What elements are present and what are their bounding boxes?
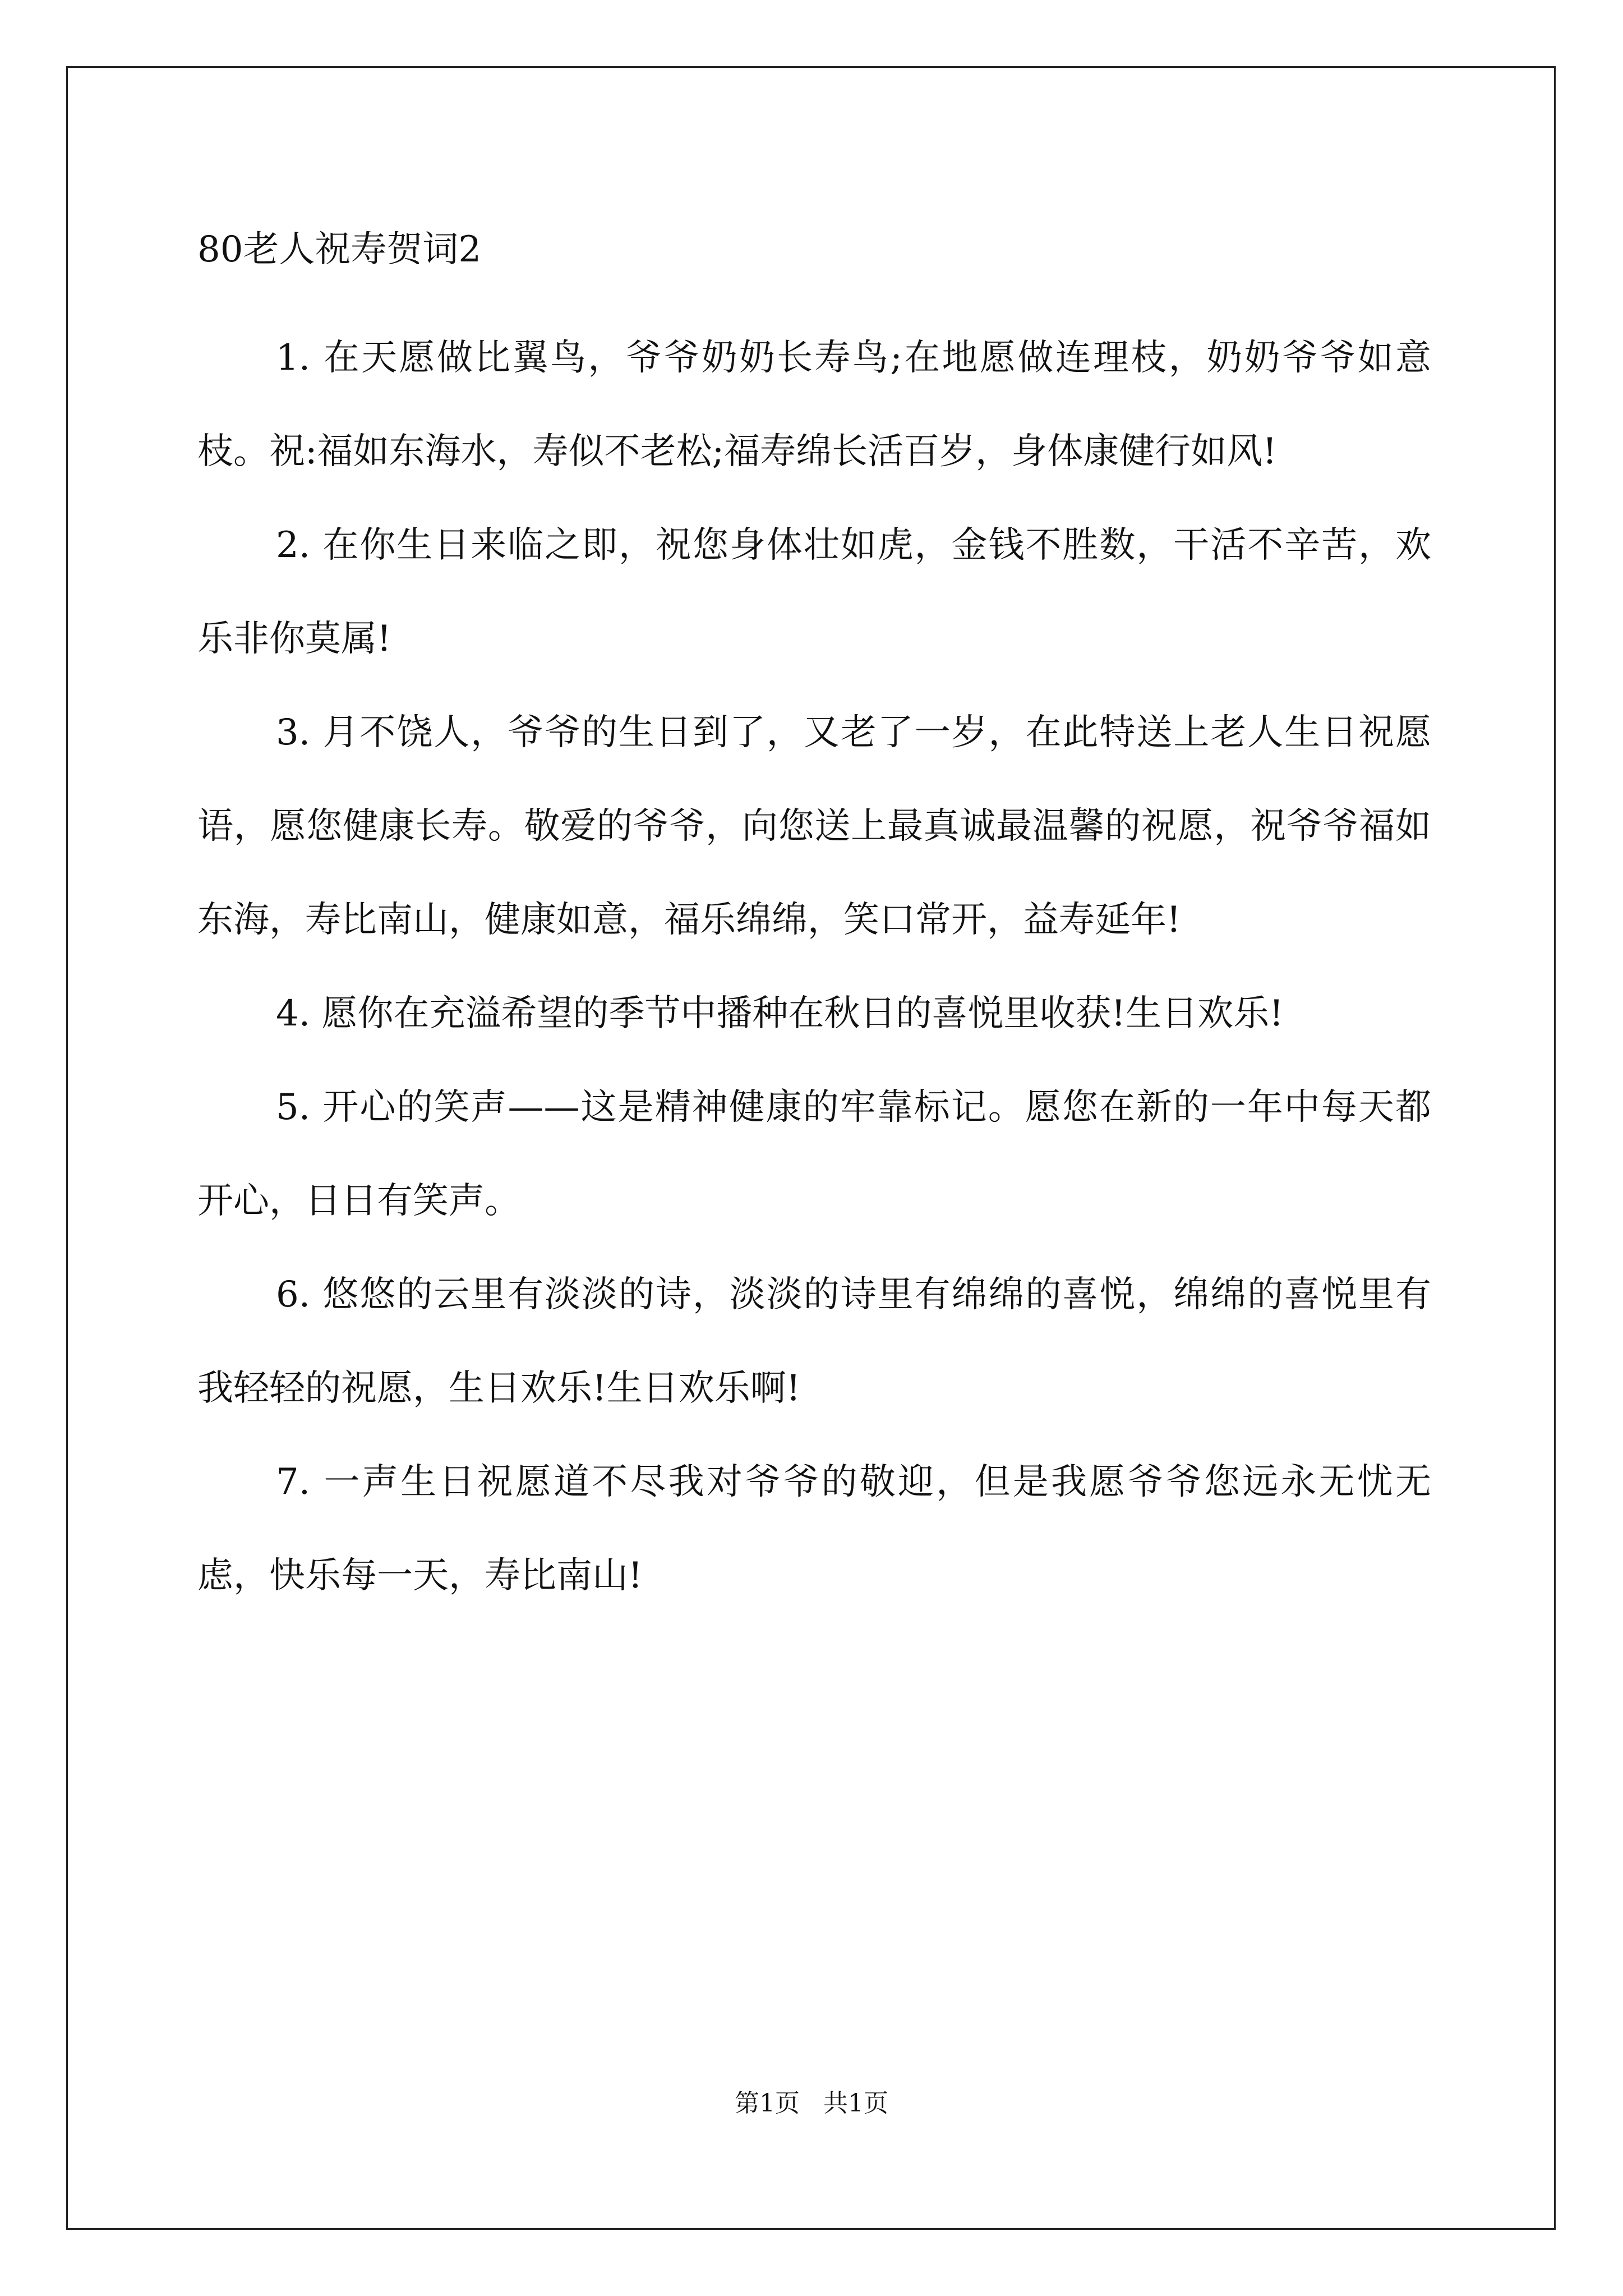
page-number-footer: 第1页 共1页 — [735, 2089, 888, 2118]
document-title: 80老人祝寿贺词2 — [197, 229, 482, 270]
document-body — [197, 222, 1431, 1623]
wish-item-3: 3. 月不饶人，爷爷的生日到了，又老了一岁，在此特送上老人生日祝愿语，愿您健康长寿。敬爱的爷爷，向您送上最真诚最温馨的祝愿，祝爷爷福如东海，寿比南山，健康如意，福乐绵绵，笑口常开，益寿延年! — [197, 712, 1431, 941]
wish-item-5: 5. 开心的笑声——这是精神健康的牢靠标记。愿您在新的一年中每天都开心，日日有笑声。 — [197, 1087, 1431, 1222]
wish-item-2: 2. 在你生日来临之即，祝您身体壮如虎，金钱不胜数，干活不辛苦，欢乐非你莫属! — [197, 524, 1431, 660]
wish-item-6: 6. 悠悠的云里有淡淡的诗，淡淡的诗里有绵绵的喜悦，绵绵的喜悦里有我轻轻的祝愿，生日欢乐!生日欢乐啊! — [197, 1274, 1431, 1409]
wish-item-1: 1. 在天愿做比翼鸟，爷爷奶奶长寿鸟;在地愿做连理枝，奶奶爷爷如意枝。祝:福如东海水，寿似不老松;福寿绵长活百岁，身体康健行如风! — [197, 337, 1431, 472]
wish-item-7: 7. 一声生日祝愿道不尽我对爷爷的敬迎，但是我愿爷爷您远永无忧无虑，快乐每一天，寿比南山! — [197, 1461, 1431, 1596]
wish-item-4: 4. 愿你在充溢希望的季节中播种在秋日的喜悦里收获!生日欢乐! — [276, 993, 1284, 1034]
